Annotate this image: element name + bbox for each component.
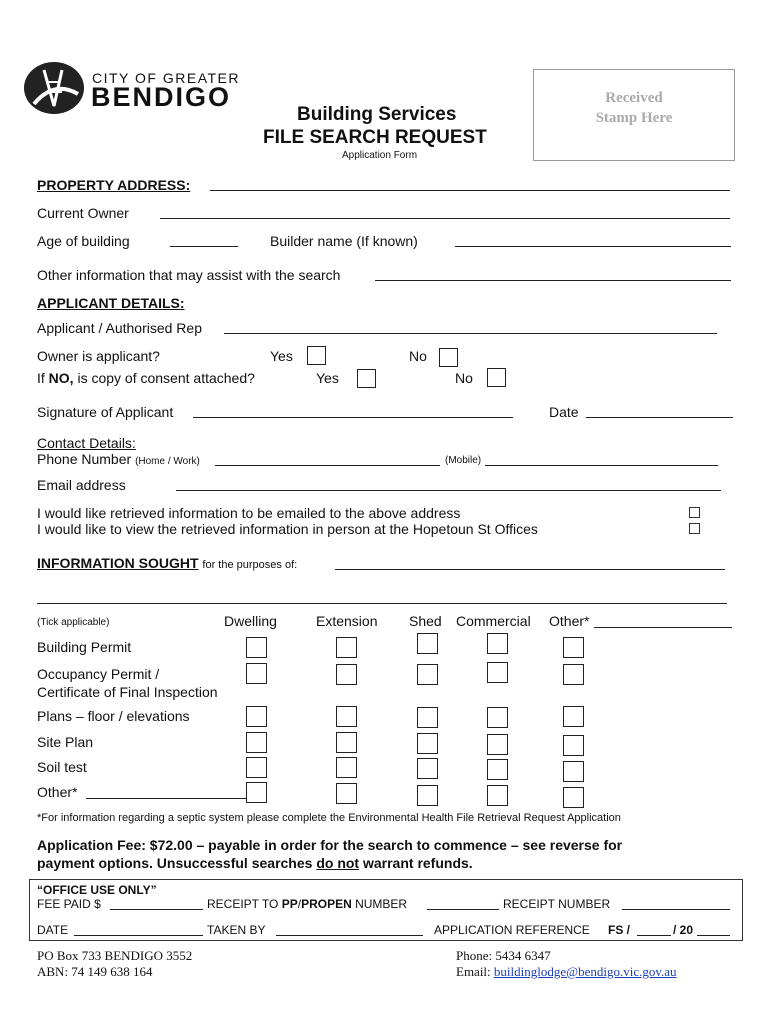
row-plans: Plans – floor / elevations [37,708,190,724]
receipt-pp: PP [281,897,298,911]
receipt-number-text: NUMBER [351,897,408,911]
occupancy-shed-checkbox[interactable] [417,664,438,685]
building-permit-extension-checkbox[interactable] [336,637,357,658]
receipt-number-label: RECEIPT NUMBER [503,897,611,911]
owner-no-checkbox[interactable] [439,348,458,367]
mobile-label: (Mobile) [445,455,482,466]
plans-commercial-checkbox[interactable] [487,707,508,728]
pref-email-label: I would like retrieved information to be emailed to the above address [37,505,461,521]
col-other: Other* [549,613,590,629]
tick-applicable-label: (Tick applicable) [37,617,110,628]
info-sought-heading: INFORMATION SOUGHT [37,555,199,571]
fee-line1: Application Fee: $72.00 – payable in order for the search to commence – see reverse for [37,837,623,853]
date-field[interactable] [586,417,733,418]
fee-paid-label: FEE PAID $ [37,897,101,911]
occupancy-extension-checkbox[interactable] [336,664,357,685]
received-stamp-box [533,69,735,161]
logo-line2: BENDIGO [91,82,232,112]
phone-field[interactable] [215,465,440,466]
site-plan-extension-checkbox[interactable] [336,732,357,753]
col-dwelling: Dwelling [224,613,277,629]
fee-paid-field[interactable] [110,909,203,910]
consent-no-label: No [455,370,473,386]
owner-no-label: No [409,348,427,364]
builder-name-field[interactable] [455,246,731,247]
footer-email [456,964,677,980]
logo-line1: CITY OF GREATER [92,70,240,86]
applicant-rep-field[interactable] [224,333,717,334]
footer-po-box: PO Box 733 BENDIGO 3552 [37,948,193,963]
row-site-plan: Site Plan [37,734,94,750]
building-permit-shed-checkbox[interactable] [417,633,438,654]
stamp-line2: Stamp Here [595,110,673,126]
purposes-field-2[interactable] [37,603,727,604]
receipt-propen: PROPEN [301,897,352,911]
footer-abn: ABN: 74 149 638 164 [37,964,153,979]
fs-label: FS / [608,923,631,937]
consent-suffix: is copy of consent attached? [73,370,255,386]
consent-yes-label: Yes [316,370,339,386]
owner-yes-label: Yes [270,348,293,364]
soil-test-commercial-checkbox[interactable] [487,759,508,780]
septic-footnote: *For information regarding a septic system please complete the Environmental Health File Retrieval Request Application [37,812,621,824]
footer-email-link[interactable]: buildinglodge@bendigo.vic.gov.au [493,964,677,979]
col-other-field[interactable] [594,627,732,628]
building-permit-commercial-checkbox[interactable] [487,633,508,654]
plans-other-checkbox[interactable] [563,706,584,727]
purposes-field[interactable] [335,569,725,570]
receipt-to-label [207,897,407,911]
signature-field[interactable] [193,417,513,418]
site-plan-commercial-checkbox[interactable] [487,734,508,755]
owner-applicant-label: Owner is applicant? [37,348,160,364]
consent-prefix: If [37,370,49,386]
signature-label: Signature of Applicant [37,404,174,420]
receipt-slash: / [297,897,302,911]
soil-test-extension-checkbox[interactable] [336,757,357,778]
subtitle-application-form: Application Form [342,150,418,161]
builder-name-label: Builder name (If known) [270,233,418,249]
owner-yes-checkbox[interactable] [307,346,326,365]
current-owner-label: Current Owner [37,205,129,221]
current-owner-field[interactable] [160,218,730,219]
email-field[interactable] [176,490,721,491]
soil-test-dwelling-checkbox[interactable] [246,757,267,778]
fs-field[interactable] [637,935,671,936]
row-occupancy-permit: Occupancy Permit / [37,666,160,682]
phone-label [37,451,200,467]
fee-do-not: do not [316,855,360,871]
other-extension-checkbox[interactable] [336,783,357,804]
footer-phone: Phone: 5434 6347 [456,948,551,963]
building-permit-dwelling-checkbox[interactable] [246,637,267,658]
row-other-field[interactable] [86,798,246,799]
age-of-building-label: Age of building [37,233,130,249]
row-soil-test: Soil test [37,759,87,775]
consent-yes-checkbox[interactable] [357,369,376,388]
stamp-line1: Received [605,90,663,106]
site-plan-shed-checkbox[interactable] [417,733,438,754]
other-info-field[interactable] [375,280,731,281]
pref-person-checkbox[interactable] [689,523,700,534]
consent-no: NO, [48,370,74,386]
occupancy-other-checkbox[interactable] [563,664,584,685]
consent-label [37,370,255,386]
title-file-search: FILE SEARCH REQUEST [263,127,487,148]
building-permit-other-checkbox[interactable] [563,637,584,658]
pref-email-checkbox[interactable] [689,507,700,518]
site-plan-other-checkbox[interactable] [563,735,584,756]
year-field[interactable] [697,935,730,936]
soil-test-other-checkbox[interactable] [563,761,584,782]
office-date-field[interactable] [74,935,203,936]
other-other-checkbox[interactable] [563,787,584,808]
footer-email-label: Email: [456,964,494,979]
title-building-services: Building Services [297,104,457,125]
fee-line2c: warrant refunds. [359,855,473,871]
row-certificate: Certificate of Final Inspection [37,684,218,700]
bendigo-logo-icon [22,60,86,116]
soil-test-shed-checkbox[interactable] [417,758,438,779]
mobile-field[interactable] [485,465,718,466]
occupancy-dwelling-checkbox[interactable] [246,663,267,684]
property-address-field[interactable] [210,190,730,191]
office-date-label: DATE [37,923,69,937]
office-use-heading: “OFFICE USE ONLY” [37,883,157,897]
logo [22,60,252,110]
applicant-details-heading: APPLICANT DETAILS: [37,295,185,311]
fee-line2a: payment options. Unsuccessful searches [37,855,317,871]
plans-extension-checkbox[interactable] [336,706,357,727]
property-address-heading: PROPERTY ADDRESS: [37,177,191,193]
occupancy-commercial-checkbox[interactable] [487,662,508,683]
col-shed: Shed [409,613,442,629]
other-commercial-checkbox[interactable] [487,785,508,806]
col-commercial: Commercial [456,613,531,629]
age-of-building-field[interactable] [170,246,238,247]
site-plan-dwelling-checkbox[interactable] [246,732,267,753]
receipt-number-field[interactable] [622,909,730,910]
receipt-to-field[interactable] [427,909,499,910]
applicant-rep-label: Applicant / Authorised Rep [37,320,202,336]
info-sought-purposes: for the purposes of: [202,559,298,571]
phone-text: Phone Number [37,451,132,467]
year-label: / 20 [673,923,694,937]
taken-by-label: TAKEN BY [207,923,266,937]
taken-by-field[interactable] [276,935,423,936]
phone-hint: (Home / Work) [135,456,200,467]
pref-person-label: I would like to view the retrieved information in person at the Hopetoun St Offices [37,521,538,537]
other-shed-checkbox[interactable] [417,785,438,806]
row-building-permit: Building Permit [37,639,132,655]
consent-no-checkbox[interactable] [487,368,506,387]
contact-details-heading: Contact Details: [37,435,136,451]
plans-shed-checkbox[interactable] [417,707,438,728]
date-label: Date [549,404,579,420]
row-other: Other* [37,784,78,800]
app-ref-label: APPLICATION REFERENCE [434,923,590,937]
receipt-to-text: RECEIPT TO [207,897,282,911]
col-extension: Extension [316,613,378,629]
info-sought-heading-row [37,555,297,571]
other-info-label: Other information that may assist with the search [37,267,341,283]
email-label: Email address [37,477,126,493]
fee-line2 [37,855,473,871]
other-dwelling-checkbox[interactable] [246,782,267,803]
plans-dwelling-checkbox[interactable] [246,706,267,727]
